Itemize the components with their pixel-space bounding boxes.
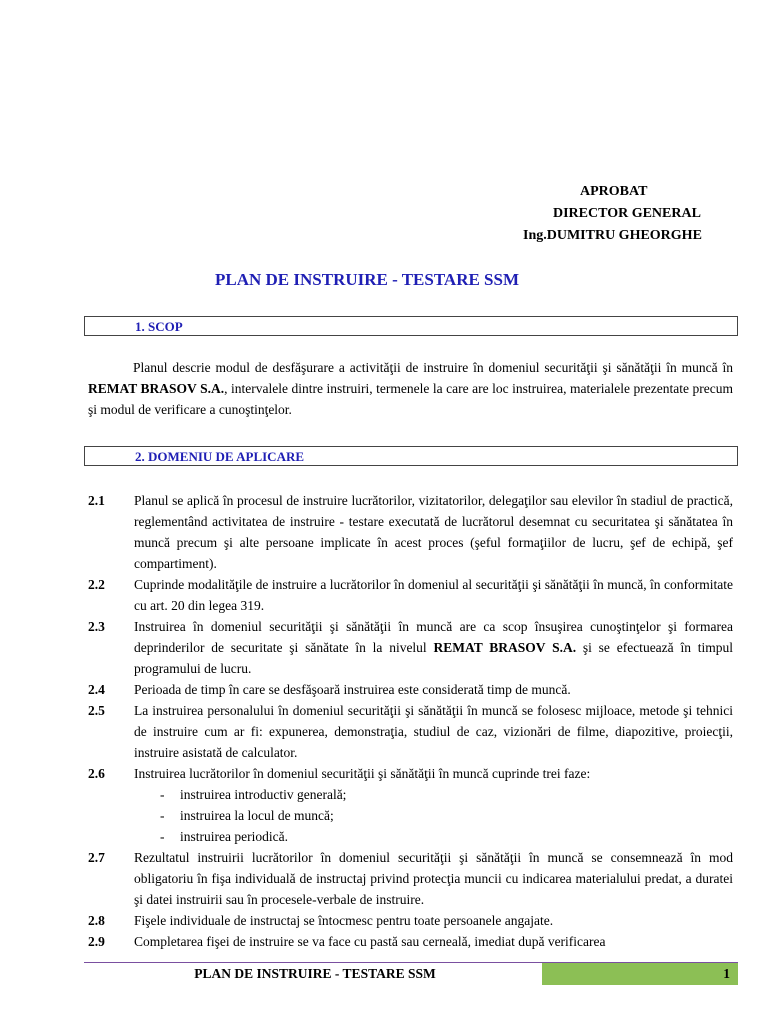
item-number: 2.9 [88,934,105,949]
footer-title: PLAN DE INSTRUIRE - TESTARE SSM [194,966,436,981]
company-name: REMAT BRASOV S.A. [433,640,577,655]
approver-name: Ing.DUMITRU GHEORGHE [523,228,702,243]
list-item [88,616,733,679]
item-text: Instruirea lucrătorilor în domeniul securităţii şi sănătăţii în muncă cuprinde trei faze: [134,766,591,781]
item-number: 2.8 [88,913,105,928]
item-text: Cuprinde modalităţile de instruire a lucrătorilor în domeniul al securităţii şi sănătăţii în muncă, în conformitate cu art. 20 din legea 319. [134,577,733,613]
list-item [88,910,733,931]
section-heading-domeniu [84,446,738,466]
section-heading-label: 1. SCOP [135,319,183,334]
phase-item: - instruirea introductiv generală; [160,784,733,805]
item-text [134,619,733,676]
item-number: 2.7 [88,850,105,865]
company-name: REMAT BRASOV S.A. [88,381,225,396]
approver-position: DIRECTOR GENERAL [553,206,701,221]
item-number: 2.1 [88,493,105,508]
item-text: Fişele individuale de instructaj se întocmesc pentru toate persoanele angajate. [134,913,554,928]
item-number: 2.3 [88,619,105,634]
section-heading-label: 2. DOMENIU DE APLICARE [135,449,305,464]
list-item [88,679,733,700]
item-text: La instruirea personalului în domeniul securităţii şi sănătăţii în muncă se folosesc mijloace, metode şi tehnici de instruire cum ar fi: expunerea, demonstraţia, studiul de caz, vizionări de filme, diapozitive, proiecţii, instruire asistată de calculator. [134,703,733,760]
section-heading-scop [84,316,738,336]
phase-list [134,784,733,847]
scop-paragraph [88,357,733,420]
list-item [88,574,733,616]
scop-text-start: Planul descrie modul de desfăşurare a activităţii de instruire în domeniul securităţii şi sănătăţii în muncă în [133,360,733,375]
phase-item: - instruirea periodică. [160,826,733,847]
item-text-end: şi se efectuează în timpul programului de lucru. [134,640,733,676]
item-text: Planul se aplică în procesul de instruire lucrătorilor, vizitatorilor, delegaţilor sau elevilor în stadiul de practică, reglementând activitatea de instruire - testare executată de lucrătorul desemnat cu securitatea şi sănătatea în muncă precum şi alte persoane implicate în acest proces (şeful formaţiilor de lucru, şef de echipă, şef compartiment). [134,493,733,571]
approval-label: APROBAT [580,184,648,199]
page-number: 1 [723,966,730,981]
item-text: Completarea fişei de instruire se va face cu pastă sau cerneală, imediat după verificarea [134,934,606,949]
item-number: 2.6 [88,766,105,781]
phase-item: - instruirea la locul de muncă; [160,805,733,826]
document-title: PLAN DE INSTRUIRE - TESTARE SSM [214,270,520,289]
scop-text-end: , intervalele dintre instruiri, termenele la care are loc instruirea, materialele prezentate precum şi modul de verificare a cunoştinţelor. [88,381,734,417]
list-item [88,931,733,952]
item-text: Rezultatul instruirii lucrătorilor în domeniul securităţii şi sănătăţii în muncă se consemnează în mod obligatoriu în fişa individuală de instructaj privind protecţia muncii cu indicarea materialului predat, a duratei şi datei instruirii sau în procesele-verbale de instruire. [134,850,733,907]
item-text-start: Instruirea în domeniul securităţii şi sănătăţii în muncă are ca scop însuşirea cunoştinţelor şi formarea deprinderilor de securitate şi sănătate în la nivelul [134,619,733,655]
item-number: 2.2 [88,577,105,592]
item-number: 2.4 [88,682,105,697]
item-text: Perioada de timp în care se desfăşoară instruirea este considerată timp de muncă. [134,682,571,697]
list-item [88,847,733,910]
numbered-list [88,490,733,952]
list-item [88,700,733,763]
item-number: 2.5 [88,703,105,718]
footer-page-bar [542,963,738,985]
list-item [88,763,733,847]
list-item [88,490,733,574]
